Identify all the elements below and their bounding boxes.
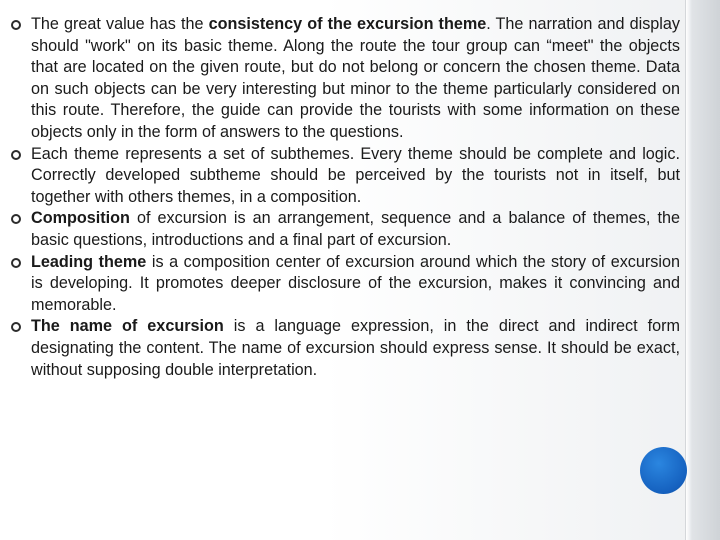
bullet-text-1b: consistency of the excursion theme (208, 15, 487, 33)
bullet-text-3b: of excursion is an arrangement, sequence and a balance of themes, the basic questions, introductions and a final part of excursion. (31, 209, 680, 249)
bullet-item-composition (8, 208, 680, 251)
circle-bullet-icon (11, 20, 21, 30)
bullet-text-3a: Composition (31, 209, 130, 228)
bullet-list (8, 14, 680, 381)
bullet-text-4b: is a composition center of excursion around which the story of excursion is developing. It promotes deeper disclosure of the excursion, makes it convincing and memorable. (31, 252, 680, 314)
bullet-text-2a: Each theme represents a set of subthemes. Every theme should be complete and logic. Correctly developed subtheme should be perceived by the tourists not in itself, but together with others themes, in a composition. (31, 144, 680, 206)
bullet-item-leading-theme (8, 252, 680, 317)
bullet-text-5b: is a language expression, in the direct and indirect form designating the content. The name of excursion should express sense. It should be exact, without supposing double interpretation. (31, 317, 680, 379)
slide-right-border (685, 0, 720, 540)
decorative-blue-circle (640, 447, 687, 494)
bullet-item-consistency (8, 14, 680, 144)
bullet-text-5a: The name of excursion (31, 317, 224, 336)
bullet-item-name-of-excursion (8, 316, 680, 381)
bullet-item-subthemes (8, 144, 680, 209)
circle-bullet-icon (11, 258, 21, 268)
bullet-text-4a: Leading theme (31, 252, 147, 271)
bullet-text-1a: The great value has the (31, 15, 209, 33)
bullet-text-1c: . The narration and display should "work" on its basic theme. Along the route the tour group can “meet" the objects that are located on the given route, but do not belong or concern the chosen theme. Data on such objects can be very interesting but minor to the theme particularly considered on this route. Therefore, the guide can provide the tourists with some information on these objects only in the form of answers to the questions. (31, 15, 680, 141)
circle-bullet-icon (11, 214, 21, 224)
circle-bullet-icon (11, 150, 21, 160)
circle-bullet-icon (11, 322, 21, 332)
